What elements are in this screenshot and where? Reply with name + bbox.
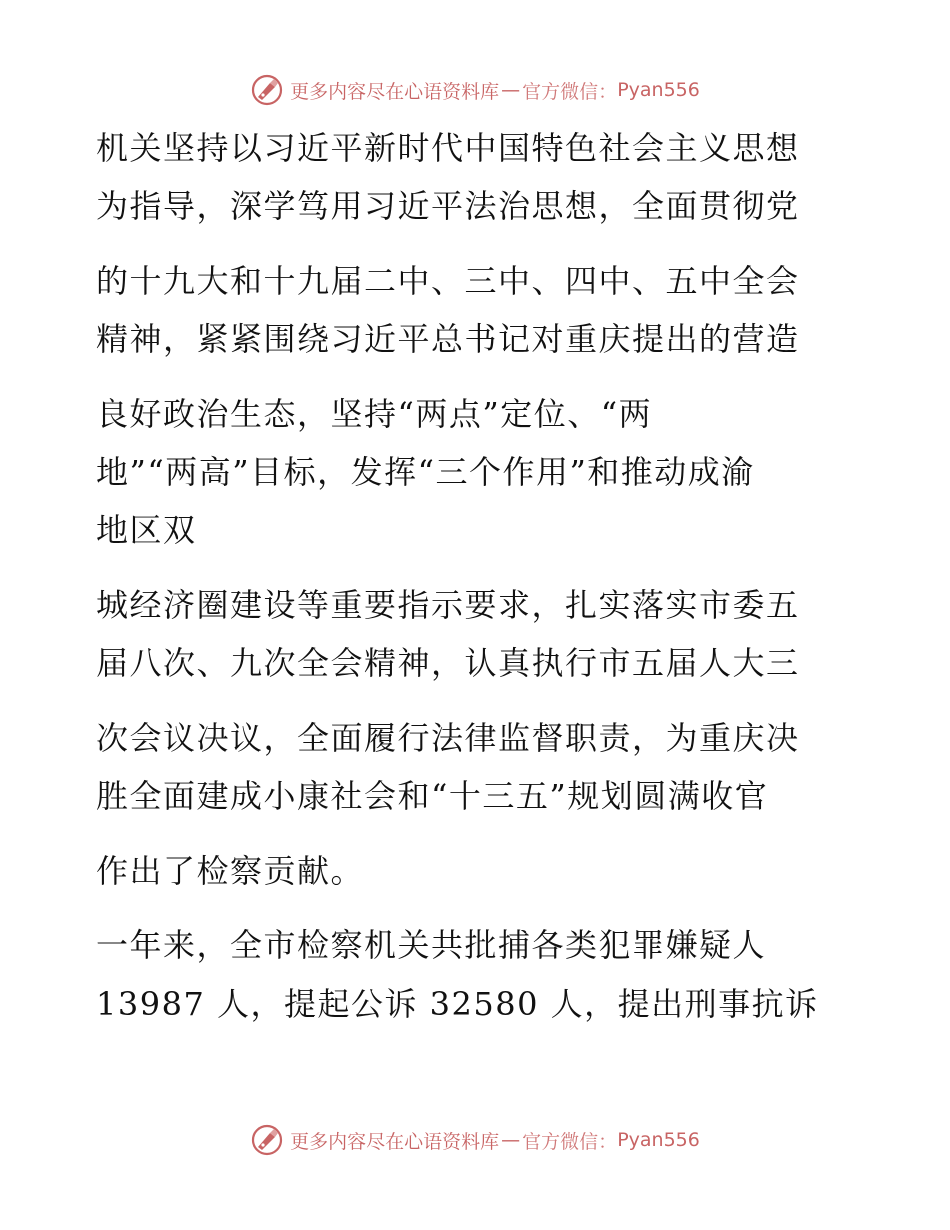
watermark-wechat-id: Pyan556 [617,79,700,101]
document-line: 良好政治生态，坚持“两点”定位、“两 [96,395,653,433]
document-line: 胜全面建成小康社会和“十三五”规划圆满收官 [96,777,769,815]
watermark-banner-bottom [0,1120,950,1160]
document-line: 机关坚持以习近平新时代中国特色社会主义思想 [96,129,800,167]
pen-nib-circle-icon [250,1123,284,1157]
watermark-wechat-label: 官方微信： [522,1130,618,1153]
watermark-wechat-id: Pyan556 [617,1129,700,1151]
pen-nib-circle-icon [250,73,284,107]
watermark-site-text: 更多内容尽在心语资料库 [290,80,500,103]
watermark-site-text: 更多内容尽在心语资料库 [290,1130,500,1153]
watermark-separator: — [501,1129,521,1151]
document-line: 地区双 [96,511,197,549]
document-line: 届八次、九次全会精神，认真执行市五届人大三 [96,644,800,682]
watermark-banner-top [0,70,950,110]
watermark-wechat-label: 官方微信： [522,80,618,103]
document-line: 地”“两高”目标，发挥“三个作用”和推动成渝 [96,453,755,491]
document-line: 13987 人，提起公诉 32580 人，提出刑事抗诉 [96,985,819,1023]
document-line: 一年来，全市检察机关共批捕各类犯罪嫌疑人 [96,926,767,964]
document-line: 城经济圈建设等重要指示要求，扎实落实市委五 [96,586,800,624]
document-line: 的十九大和十九届二中、三中、四中、五中全会 [96,262,800,300]
watermark-separator: — [501,79,521,101]
document-line: 精神，紧紧围绕习近平总书记对重庆提出的营造 [96,320,800,358]
document-line: 次会议决议，全面履行法律监督职责，为重庆决 [96,719,800,757]
document-line: 为指导，深学笃用习近平法治思想，全面贯彻党 [96,187,800,225]
document-line: 作出了检察贡献。 [96,852,365,890]
